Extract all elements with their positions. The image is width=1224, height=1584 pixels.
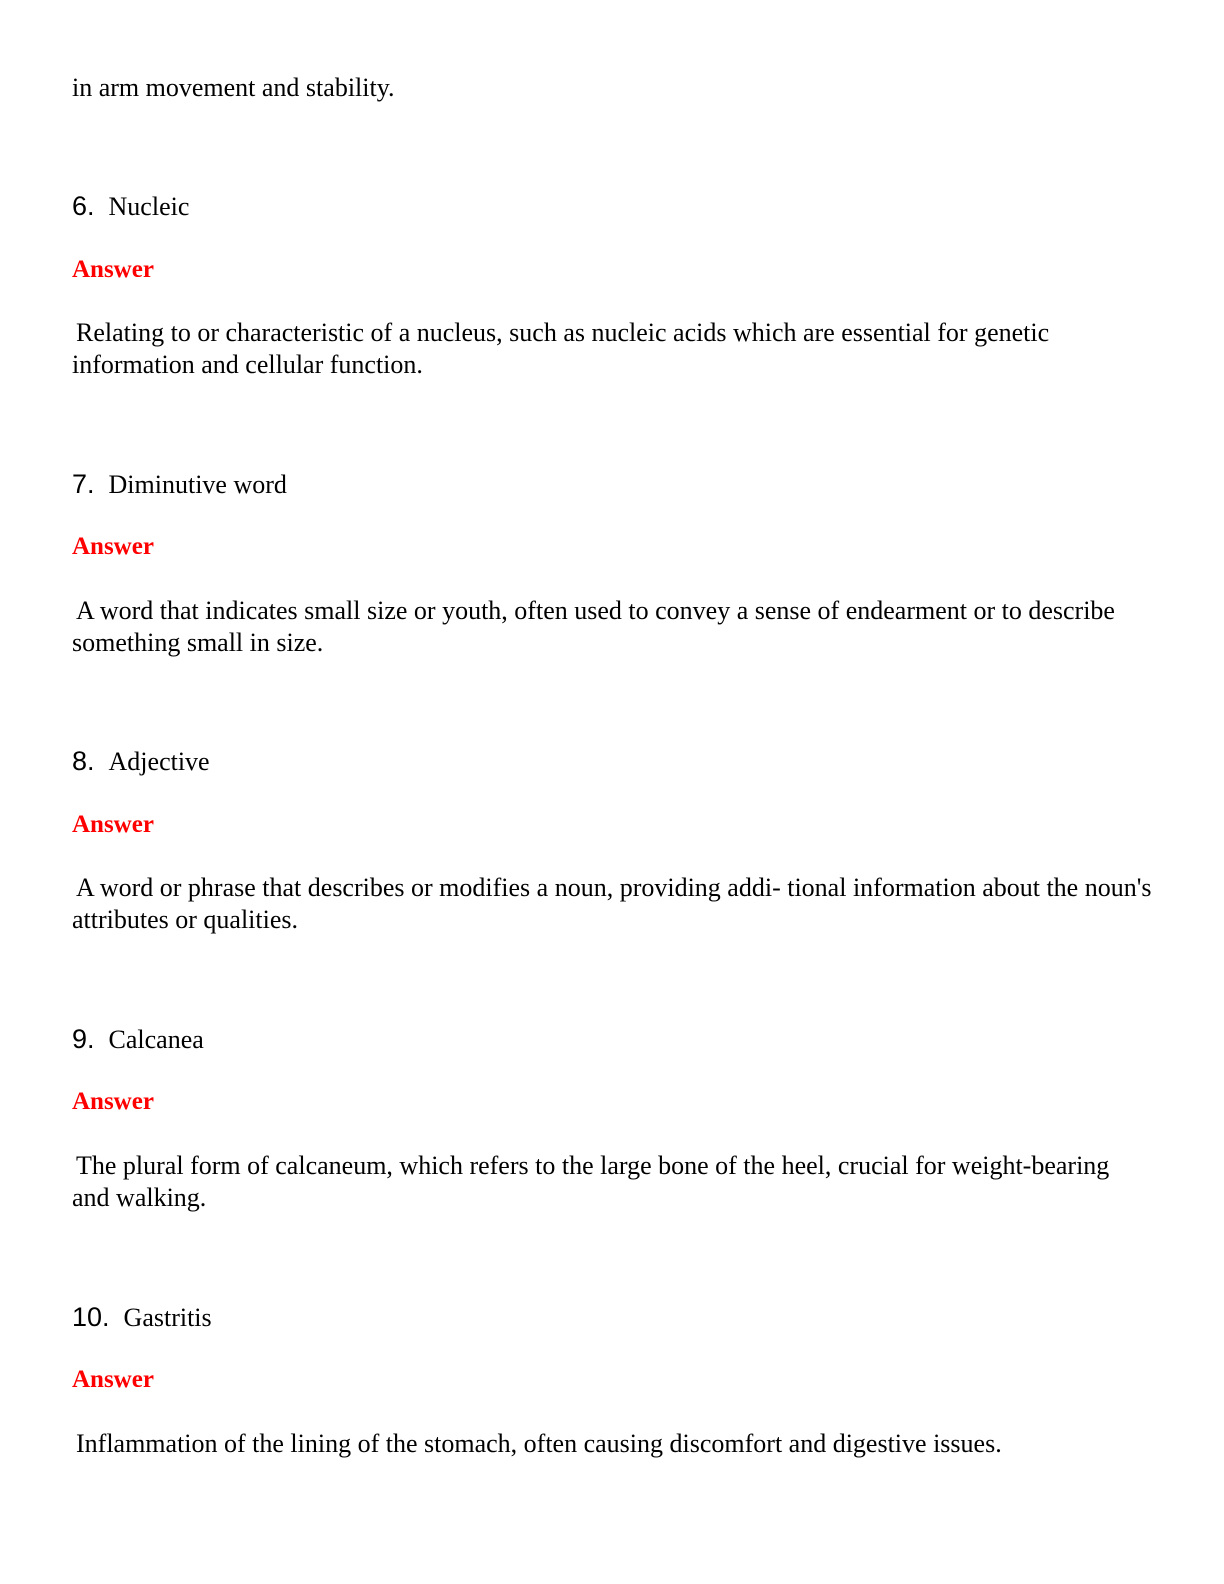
answer-label: Answer xyxy=(72,811,154,838)
answer-label: Answer xyxy=(72,1366,154,1393)
question-number: 10. xyxy=(72,1302,110,1332)
question-term: Calcanea xyxy=(108,1025,204,1054)
question-item-10 xyxy=(72,1301,212,1338)
question-term: Adjective xyxy=(108,747,210,776)
question-term: Nucleic xyxy=(108,192,190,221)
question-item-6 xyxy=(72,190,189,227)
question-number: 8. xyxy=(72,746,95,776)
answer-definition: A word or phrase that describes or modifies a noun, providing addi- tional information about the noun's attributes or qualities. xyxy=(72,873,1152,934)
question-item-8 xyxy=(72,745,210,782)
continuation-text: in arm movement and stability. xyxy=(72,73,395,102)
question-number: 6. xyxy=(72,191,95,221)
answer-label: Answer xyxy=(72,533,154,560)
question-item-9 xyxy=(72,1023,204,1060)
answer-definition: Inflammation of the lining of the stomach, often causing discomfort and digestive issues. xyxy=(76,1429,1002,1458)
question-number: 9. xyxy=(72,1024,95,1054)
question-term: Diminutive word xyxy=(108,470,287,499)
answer-label: Answer xyxy=(72,256,154,283)
question-number: 7. xyxy=(72,469,95,499)
question-term: Gastritis xyxy=(123,1303,212,1332)
answer-definition: The plural form of calcaneum, which refers to the large bone of the heel, crucial for weight-bearing and walking. xyxy=(72,1151,1110,1212)
answer-definition: Relating to or characteristic of a nucleus, such as nucleic acids which are essential for genetic information and cellular function. xyxy=(72,318,1050,379)
answer-definition: A word that indicates small size or youth, often used to convey a sense of endearment or to describe something small in size. xyxy=(72,596,1115,657)
question-item-7 xyxy=(72,468,287,505)
answer-label: Answer xyxy=(72,1088,154,1115)
